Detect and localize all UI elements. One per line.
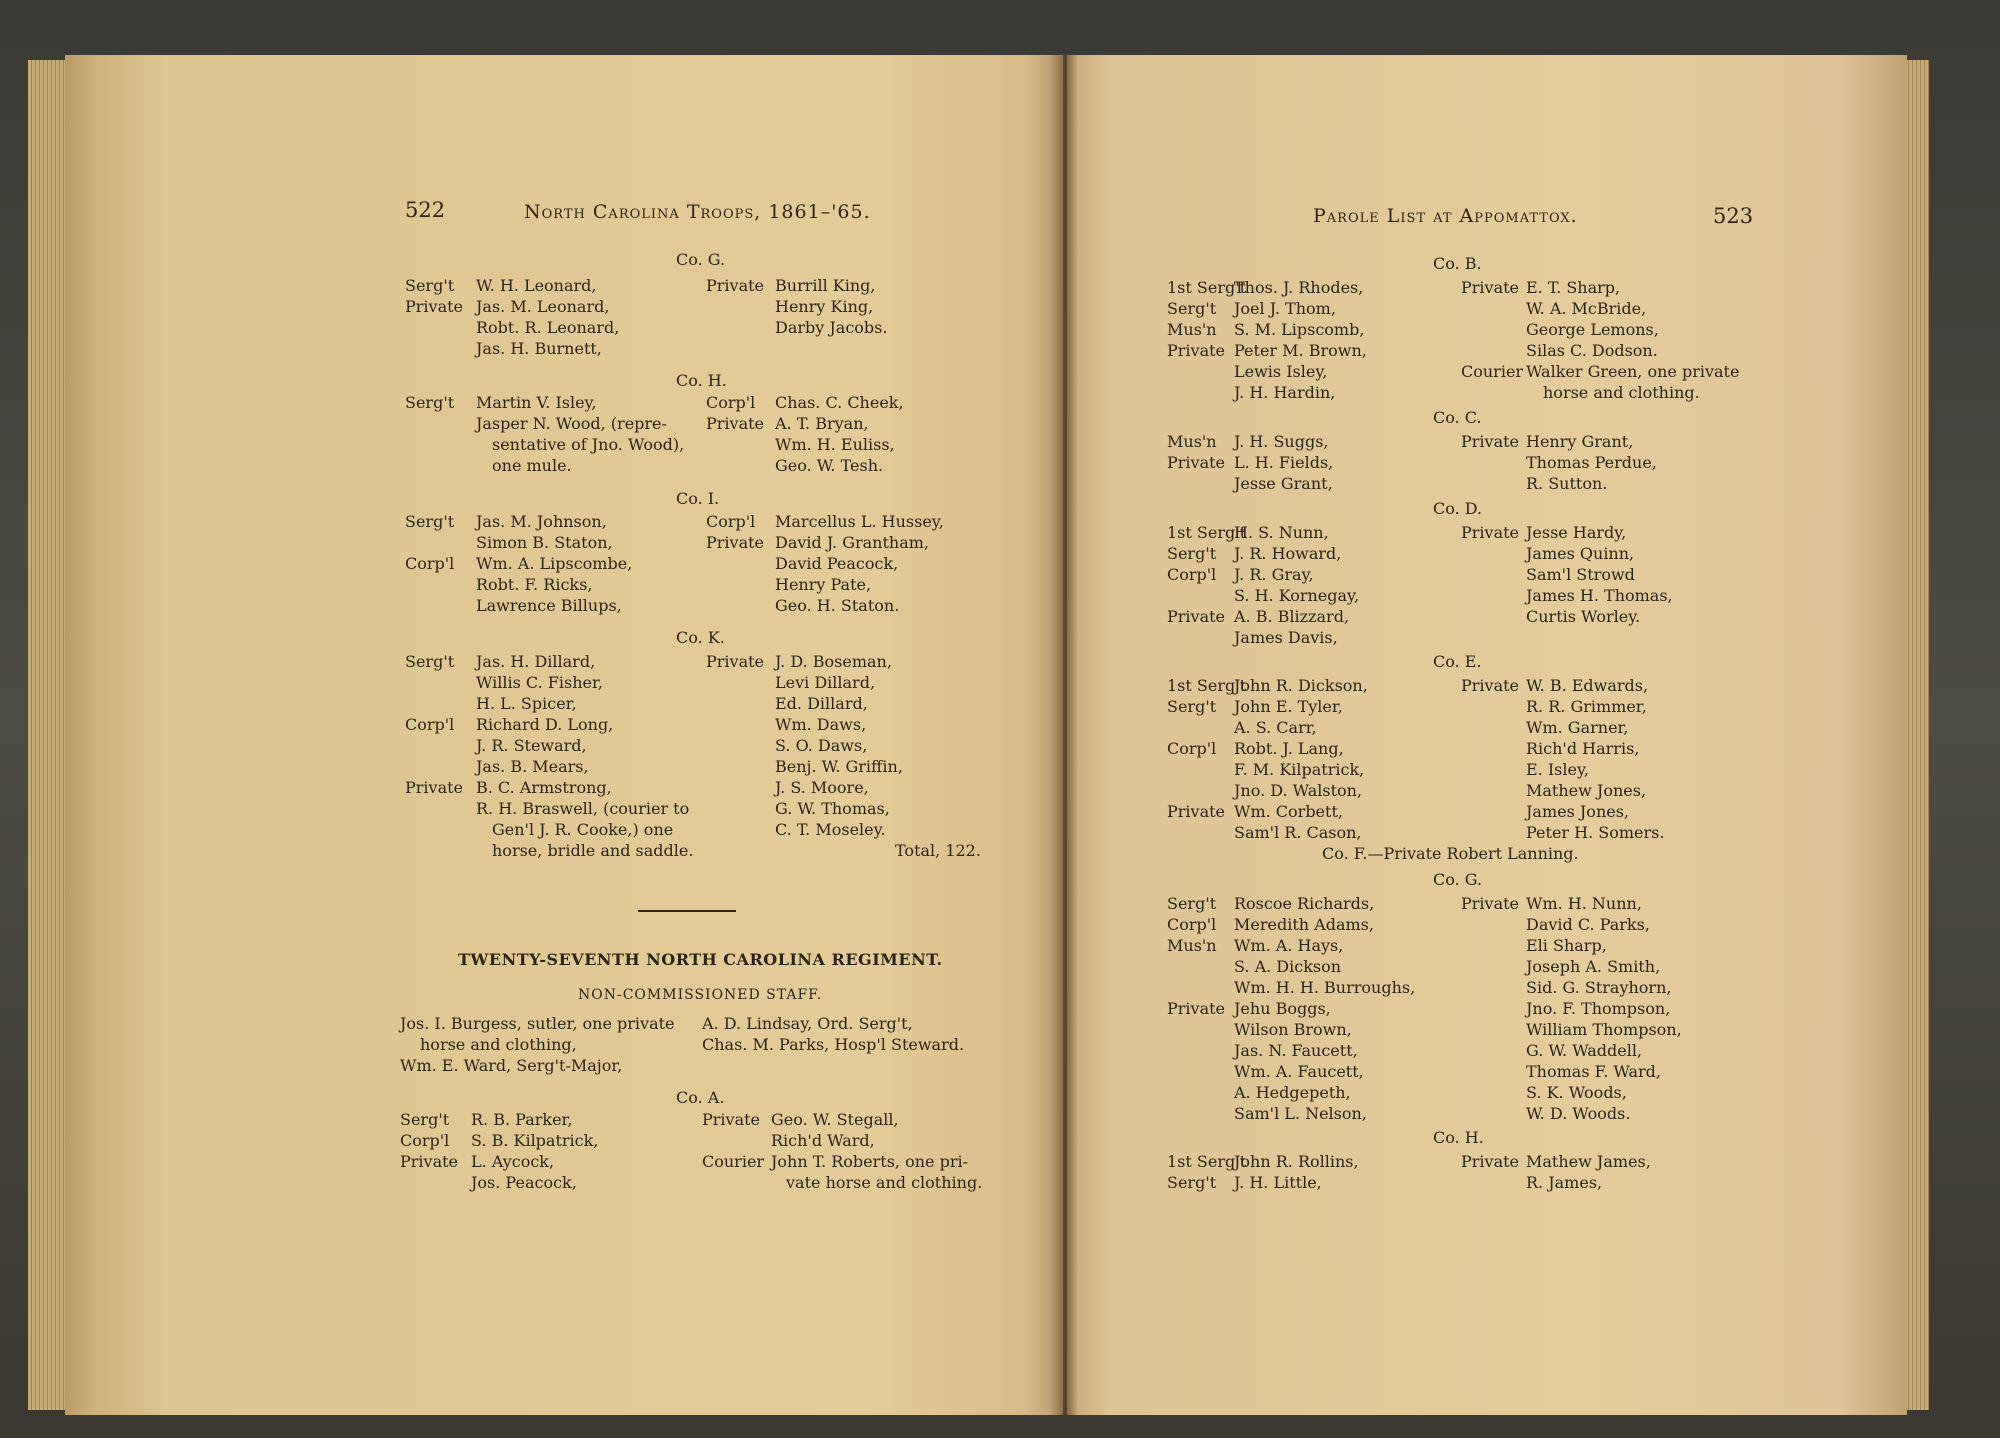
right-page-line-75: Meredith Adams, — [1234, 915, 1374, 934]
right-page-line-76: David C. Parks, — [1526, 915, 1650, 934]
left-page-line-14: Corp'l — [706, 393, 756, 412]
right-page-edges — [1905, 60, 1929, 1410]
right-page-line-96: W. D. Woods. — [1526, 1104, 1631, 1123]
right-page-line-88: William Thompson, — [1526, 1020, 1682, 1039]
left-page-line-71: Serg't — [400, 1110, 450, 1129]
right-page-line-49: Private — [1461, 676, 1520, 695]
right-page-line-57: Robt. J. Lang, — [1234, 739, 1344, 758]
left-page-line-41: Private — [706, 652, 765, 671]
right-page-line-94: S. K. Woods, — [1526, 1083, 1627, 1102]
right-page-line-61: Jno. D. Walston, — [1234, 781, 1363, 800]
left-page-line-39: Serg't — [405, 652, 455, 671]
left-page-line-18: A. T. Bryan, — [775, 414, 869, 433]
right-page-line-38: J. R. Gray, — [1234, 565, 1314, 584]
right-page-line-97: Co. H. — [1433, 1128, 1484, 1147]
right-page-line-66: Sam'l R. Cason, — [1234, 823, 1362, 842]
left-page-line-0: Co. G. — [676, 250, 726, 269]
right-page-line-71: Roscoe Richards, — [1234, 894, 1375, 913]
left-page-line-72: R. B. Parker, — [471, 1110, 573, 1129]
left-page-line-24: Serg't — [405, 512, 455, 531]
left-page-line-23: Co. I. — [676, 489, 720, 508]
left-page-line-37: Geo. H. Staton. — [775, 596, 900, 615]
right-page-line-37: Corp'l — [1167, 565, 1217, 584]
left-page-line-62: Total, 122. — [895, 841, 981, 860]
right-page-line-12: Peter M. Brown, — [1234, 341, 1367, 360]
right-page-line-55: Wm. Garner, — [1526, 718, 1629, 737]
right-page-line-33: Jesse Hardy, — [1526, 523, 1627, 542]
left-page-line-2: W. H. Leonard, — [476, 276, 597, 295]
right-page-header: Parole List at Appomattox. — [1313, 205, 1578, 227]
left-page-line-42: J. D. Boseman, — [775, 652, 892, 671]
right-page-line-77: Mus'n — [1167, 936, 1217, 955]
left-page-line-66: A. D. Lindsay, Ord. Serg't, — [702, 1014, 913, 1033]
right-page-line-46: Co. E. — [1433, 652, 1482, 671]
right-page-line-63: Private — [1167, 802, 1226, 821]
right-page-line-93: A. Hedgepeth, — [1234, 1083, 1351, 1102]
right-page-line-89: Jas. N. Faucett, — [1234, 1041, 1358, 1060]
right-page-line-73: Wm. H. Nunn, — [1526, 894, 1642, 913]
right-page-line-30: 1st Serg't — [1167, 523, 1247, 542]
left-page-number: 522 — [405, 198, 446, 222]
left-page-line-53: Benj. W. Griffin, — [775, 757, 903, 776]
right-page-line-25: L. H. Fields, — [1234, 453, 1334, 472]
right-page-line-41: James H. Thomas, — [1526, 586, 1673, 605]
right-page-line-27: Jesse Grant, — [1234, 474, 1333, 493]
right-page-line-91: Wm. A. Faucett, — [1234, 1062, 1364, 1081]
right-page-number: 523 — [1713, 204, 1754, 228]
right-page-line-82: Wm. H. H. Burroughs, — [1234, 978, 1416, 997]
right-page-line-101: Mathew James, — [1526, 1152, 1651, 1171]
left-page-line-32: Wm. A. Lipscombe, — [476, 554, 633, 573]
right-page-line-36: James Quinn, — [1526, 544, 1635, 563]
left-page-line-40: Jas. H. Dillard, — [476, 652, 596, 671]
left-page-line-3: Private — [706, 276, 765, 295]
right-page-line-0: Co. B. — [1433, 254, 1482, 273]
left-page-line-83: vate horse and clothing. — [786, 1173, 983, 1192]
right-page-line-3: Private — [1461, 278, 1520, 297]
left-page-line-11: Co. H. — [676, 371, 727, 390]
left-page-line-58: G. W. Thomas, — [775, 799, 890, 818]
right-page-line-69: Co. G. — [1433, 870, 1483, 889]
right-page-line-65: James Jones, — [1526, 802, 1630, 821]
right-page-line-78: Wm. A. Hays, — [1234, 936, 1344, 955]
right-page-line-92: Thomas F. Ward, — [1526, 1062, 1661, 1081]
right-page-line-22: Private — [1461, 432, 1520, 451]
right-page-line-32: Private — [1461, 523, 1520, 542]
right-page-line-56: Corp'l — [1167, 739, 1217, 758]
left-page-line-17: Private — [706, 414, 765, 433]
right-page-line-74: Corp'l — [1167, 915, 1217, 934]
right-page-line-43: A. B. Blizzard, — [1234, 607, 1350, 626]
right-page-line-40: S. H. Kornegay, — [1234, 586, 1360, 605]
right-page-line-34: Serg't — [1167, 544, 1217, 563]
right-page-line-53: R. R. Grimmer, — [1526, 697, 1647, 716]
left-page-line-60: C. T. Moseley. — [775, 820, 886, 839]
right-page-line-13: Silas C. Dodson. — [1526, 341, 1658, 360]
left-page-line-6: Jas. M. Leonard, — [476, 297, 610, 316]
right-page-line-7: W. A. McBride, — [1526, 299, 1647, 318]
right-page-line-79: Eli Sharp, — [1526, 936, 1607, 955]
right-page-line-72: Private — [1461, 894, 1520, 913]
right-page-line-104: R. James, — [1526, 1173, 1603, 1192]
left-page-line-80: Courier — [702, 1152, 765, 1171]
right-page-line-2: Thos. J. Rhodes, — [1234, 278, 1364, 297]
left-page-line-78: Private — [400, 1152, 459, 1171]
left-page-line-57: R. H. Braswell, (courier to — [476, 799, 690, 818]
right-page-line-98: 1st Serg't — [1167, 1152, 1247, 1171]
right-page-line-29: Co. D. — [1433, 499, 1483, 518]
left-page-line-19: sentative of Jno. Wood), — [492, 435, 685, 454]
left-page-line-5: Private — [405, 297, 464, 316]
left-page-line-25: Jas. M. Johnson, — [476, 512, 607, 531]
left-page-line-9: Darby Jacobs. — [775, 318, 888, 337]
left-page-line-35: Henry Pate, — [775, 575, 872, 594]
right-page-line-15: Courier — [1461, 362, 1524, 381]
section-divider-rule — [638, 910, 736, 912]
left-page-line-81: John T. Roberts, one pri- — [771, 1152, 968, 1171]
left-page-line-59: Gen'l J. R. Cooke,) one — [492, 820, 674, 839]
right-page-line-26: Thomas Perdue, — [1526, 453, 1657, 472]
left-page — [65, 55, 1063, 1415]
left-page-line-77: Rich'd Ward, — [771, 1131, 875, 1150]
left-page-line-74: Geo. W. Stegall, — [771, 1110, 899, 1129]
right-page-line-10: George Lemons, — [1526, 320, 1659, 339]
right-page — [1067, 55, 1907, 1415]
left-page-line-49: Wm. Daws, — [775, 715, 867, 734]
right-page-line-102: Serg't — [1167, 1173, 1217, 1192]
right-page-line-6: Joel J. Thom, — [1234, 299, 1336, 318]
right-page-line-58: Rich'd Harris, — [1526, 739, 1640, 758]
right-page-line-8: Mus'n — [1167, 320, 1217, 339]
left-page-line-69: Wm. E. Ward, Serg't-Major, — [400, 1056, 623, 1075]
left-page-line-13: Martin V. Isley, — [476, 393, 597, 412]
right-page-line-59: F. M. Kilpatrick, — [1234, 760, 1365, 779]
right-page-line-19: Co. C. — [1433, 408, 1482, 427]
right-page-line-44: Curtis Worley. — [1526, 607, 1641, 626]
right-page-line-47: 1st Serg't — [1167, 676, 1247, 695]
right-page-line-5: Serg't — [1167, 299, 1217, 318]
right-page-line-90: G. W. Waddell, — [1526, 1041, 1643, 1060]
right-page-line-60: E. Isley, — [1526, 760, 1589, 779]
left-page-line-22: Geo. W. Tesh. — [775, 456, 884, 475]
left-page-line-68: Chas. M. Parks, Hosp'l Steward. — [702, 1035, 965, 1054]
left-page-line-54: Private — [405, 778, 464, 797]
right-page-line-23: Henry Grant, — [1526, 432, 1634, 451]
left-page-line-36: Lawrence Billups, — [476, 596, 622, 615]
left-page-line-50: J. R. Steward, — [476, 736, 587, 755]
left-page-line-15: Chas. C. Cheek, — [775, 393, 904, 412]
left-page-line-47: Corp'l — [405, 715, 455, 734]
right-page-line-62: Mathew Jones, — [1526, 781, 1647, 800]
left-page-line-1: Serg't — [405, 276, 455, 295]
left-page-line-65: Jos. I. Burgess, sutler, one private — [400, 1014, 675, 1033]
right-page-line-80: S. A. Dickson — [1234, 957, 1342, 976]
left-page-line-75: Corp'l — [400, 1131, 450, 1150]
right-page-line-18: horse and clothing. — [1543, 383, 1700, 402]
left-page-line-34: Robt. F. Ricks, — [476, 575, 593, 594]
left-page-line-56: J. S. Moore, — [775, 778, 869, 797]
left-page-line-33: David Peacock, — [775, 554, 899, 573]
left-page-line-8: Robt. R. Leonard, — [476, 318, 620, 337]
left-page-line-64: NON-COMMISSIONED STAFF. — [578, 987, 823, 1003]
left-page-line-51: S. O. Daws, — [775, 736, 868, 755]
right-page-line-95: Sam'l L. Nelson, — [1234, 1104, 1367, 1123]
right-page-line-39: Sam'l Strowd — [1526, 565, 1635, 584]
right-page-line-103: J. H. Little, — [1234, 1173, 1322, 1192]
right-page-line-68: Co. F.—Private Robert Lanning. — [1322, 844, 1579, 863]
right-page-line-11: Private — [1167, 341, 1226, 360]
right-page-line-1: 1st Serg't — [1167, 278, 1247, 297]
book-gutter — [1050, 55, 1078, 1415]
left-page-line-20: Wm. H. Euliss, — [775, 435, 895, 454]
left-page-line-63: TWENTY-SEVENTH NORTH CAROLINA REGIMENT. — [458, 950, 943, 969]
left-page-line-27: Marcellus L. Hussey, — [775, 512, 944, 531]
left-page-line-79: L. Aycock, — [471, 1152, 555, 1171]
left-page-line-70: Co. A. — [676, 1088, 725, 1107]
right-page-line-9: S. M. Lipscomb, — [1234, 320, 1365, 339]
left-page-line-26: Corp'l — [706, 512, 756, 531]
left-page-line-48: Richard D. Long, — [476, 715, 614, 734]
left-page-edges — [28, 60, 66, 1410]
right-page-line-51: Serg't — [1167, 697, 1217, 716]
right-page-line-17: J. H. Hardin, — [1234, 383, 1336, 402]
left-page-line-4: Burrill King, — [775, 276, 876, 295]
left-page-line-55: B. C. Armstrong, — [476, 778, 612, 797]
right-page-line-52: John E. Tyler, — [1234, 697, 1343, 716]
right-page-line-100: Private — [1461, 1152, 1520, 1171]
right-page-line-67: Peter H. Somers. — [1526, 823, 1665, 842]
left-page-line-73: Private — [702, 1110, 761, 1129]
left-page-line-30: David J. Grantham, — [775, 533, 929, 552]
right-page-line-4: E. T. Sharp, — [1526, 278, 1621, 297]
left-page-line-82: Jos. Peacock, — [471, 1173, 577, 1192]
left-page-line-29: Private — [706, 533, 765, 552]
right-page-line-21: J. H. Suggs, — [1234, 432, 1329, 451]
left-page-line-38: Co. K. — [676, 628, 725, 647]
right-page-line-64: Wm. Corbett, — [1234, 802, 1343, 821]
right-page-line-87: Wilson Brown, — [1234, 1020, 1352, 1039]
right-page-line-70: Serg't — [1167, 894, 1217, 913]
left-page-line-44: Levi Dillard, — [775, 673, 876, 692]
left-page-line-21: one mule. — [492, 456, 572, 475]
right-page-line-85: Jehu Boggs, — [1234, 999, 1331, 1018]
left-page-header: North Carolina Troops, 1861–'65. — [524, 201, 871, 223]
left-page-line-31: Corp'l — [405, 554, 455, 573]
right-page-line-81: Joseph A. Smith, — [1526, 957, 1661, 976]
right-page-line-86: Jno. F. Thompson, — [1526, 999, 1671, 1018]
right-page-line-20: Mus'n — [1167, 432, 1217, 451]
left-page-line-43: Willis C. Fisher, — [476, 673, 603, 692]
left-page-line-76: S. B. Kilpatrick, — [471, 1131, 599, 1150]
left-page-line-61: horse, bridle and saddle. — [492, 841, 694, 860]
right-page-line-35: J. R. Howard, — [1234, 544, 1342, 563]
right-page-line-42: Private — [1167, 607, 1226, 626]
left-page-line-45: H. L. Spicer, — [476, 694, 577, 713]
right-page-line-24: Private — [1167, 453, 1226, 472]
right-page-line-50: W. B. Edwards, — [1526, 676, 1649, 695]
right-page-line-28: R. Sutton. — [1526, 474, 1608, 493]
right-page-line-16: Walker Green, one private — [1526, 362, 1740, 381]
right-page-line-48: John R. Dickson, — [1234, 676, 1368, 695]
right-page-line-99: John R. Rollins, — [1234, 1152, 1359, 1171]
right-page-line-84: Private — [1167, 999, 1226, 1018]
right-page-line-45: James Davis, — [1234, 628, 1338, 647]
left-page-line-67: horse and clothing, — [420, 1035, 577, 1054]
left-page-line-10: Jas. H. Burnett, — [476, 339, 602, 358]
left-page-line-46: Ed. Dillard, — [775, 694, 868, 713]
left-page-line-12: Serg't — [405, 393, 455, 412]
left-page-line-7: Henry King, — [775, 297, 874, 316]
right-page-line-83: Sid. G. Strayhorn, — [1526, 978, 1672, 997]
left-page-line-16: Jasper N. Wood, (repre- — [476, 414, 667, 433]
right-page-line-14: Lewis Isley, — [1234, 362, 1328, 381]
left-page-line-28: Simon B. Staton, — [476, 533, 613, 552]
right-page-line-31: H. S. Nunn, — [1234, 523, 1329, 542]
right-page-line-54: A. S. Carr, — [1234, 718, 1317, 737]
left-page-line-52: Jas. B. Mears, — [476, 757, 589, 776]
